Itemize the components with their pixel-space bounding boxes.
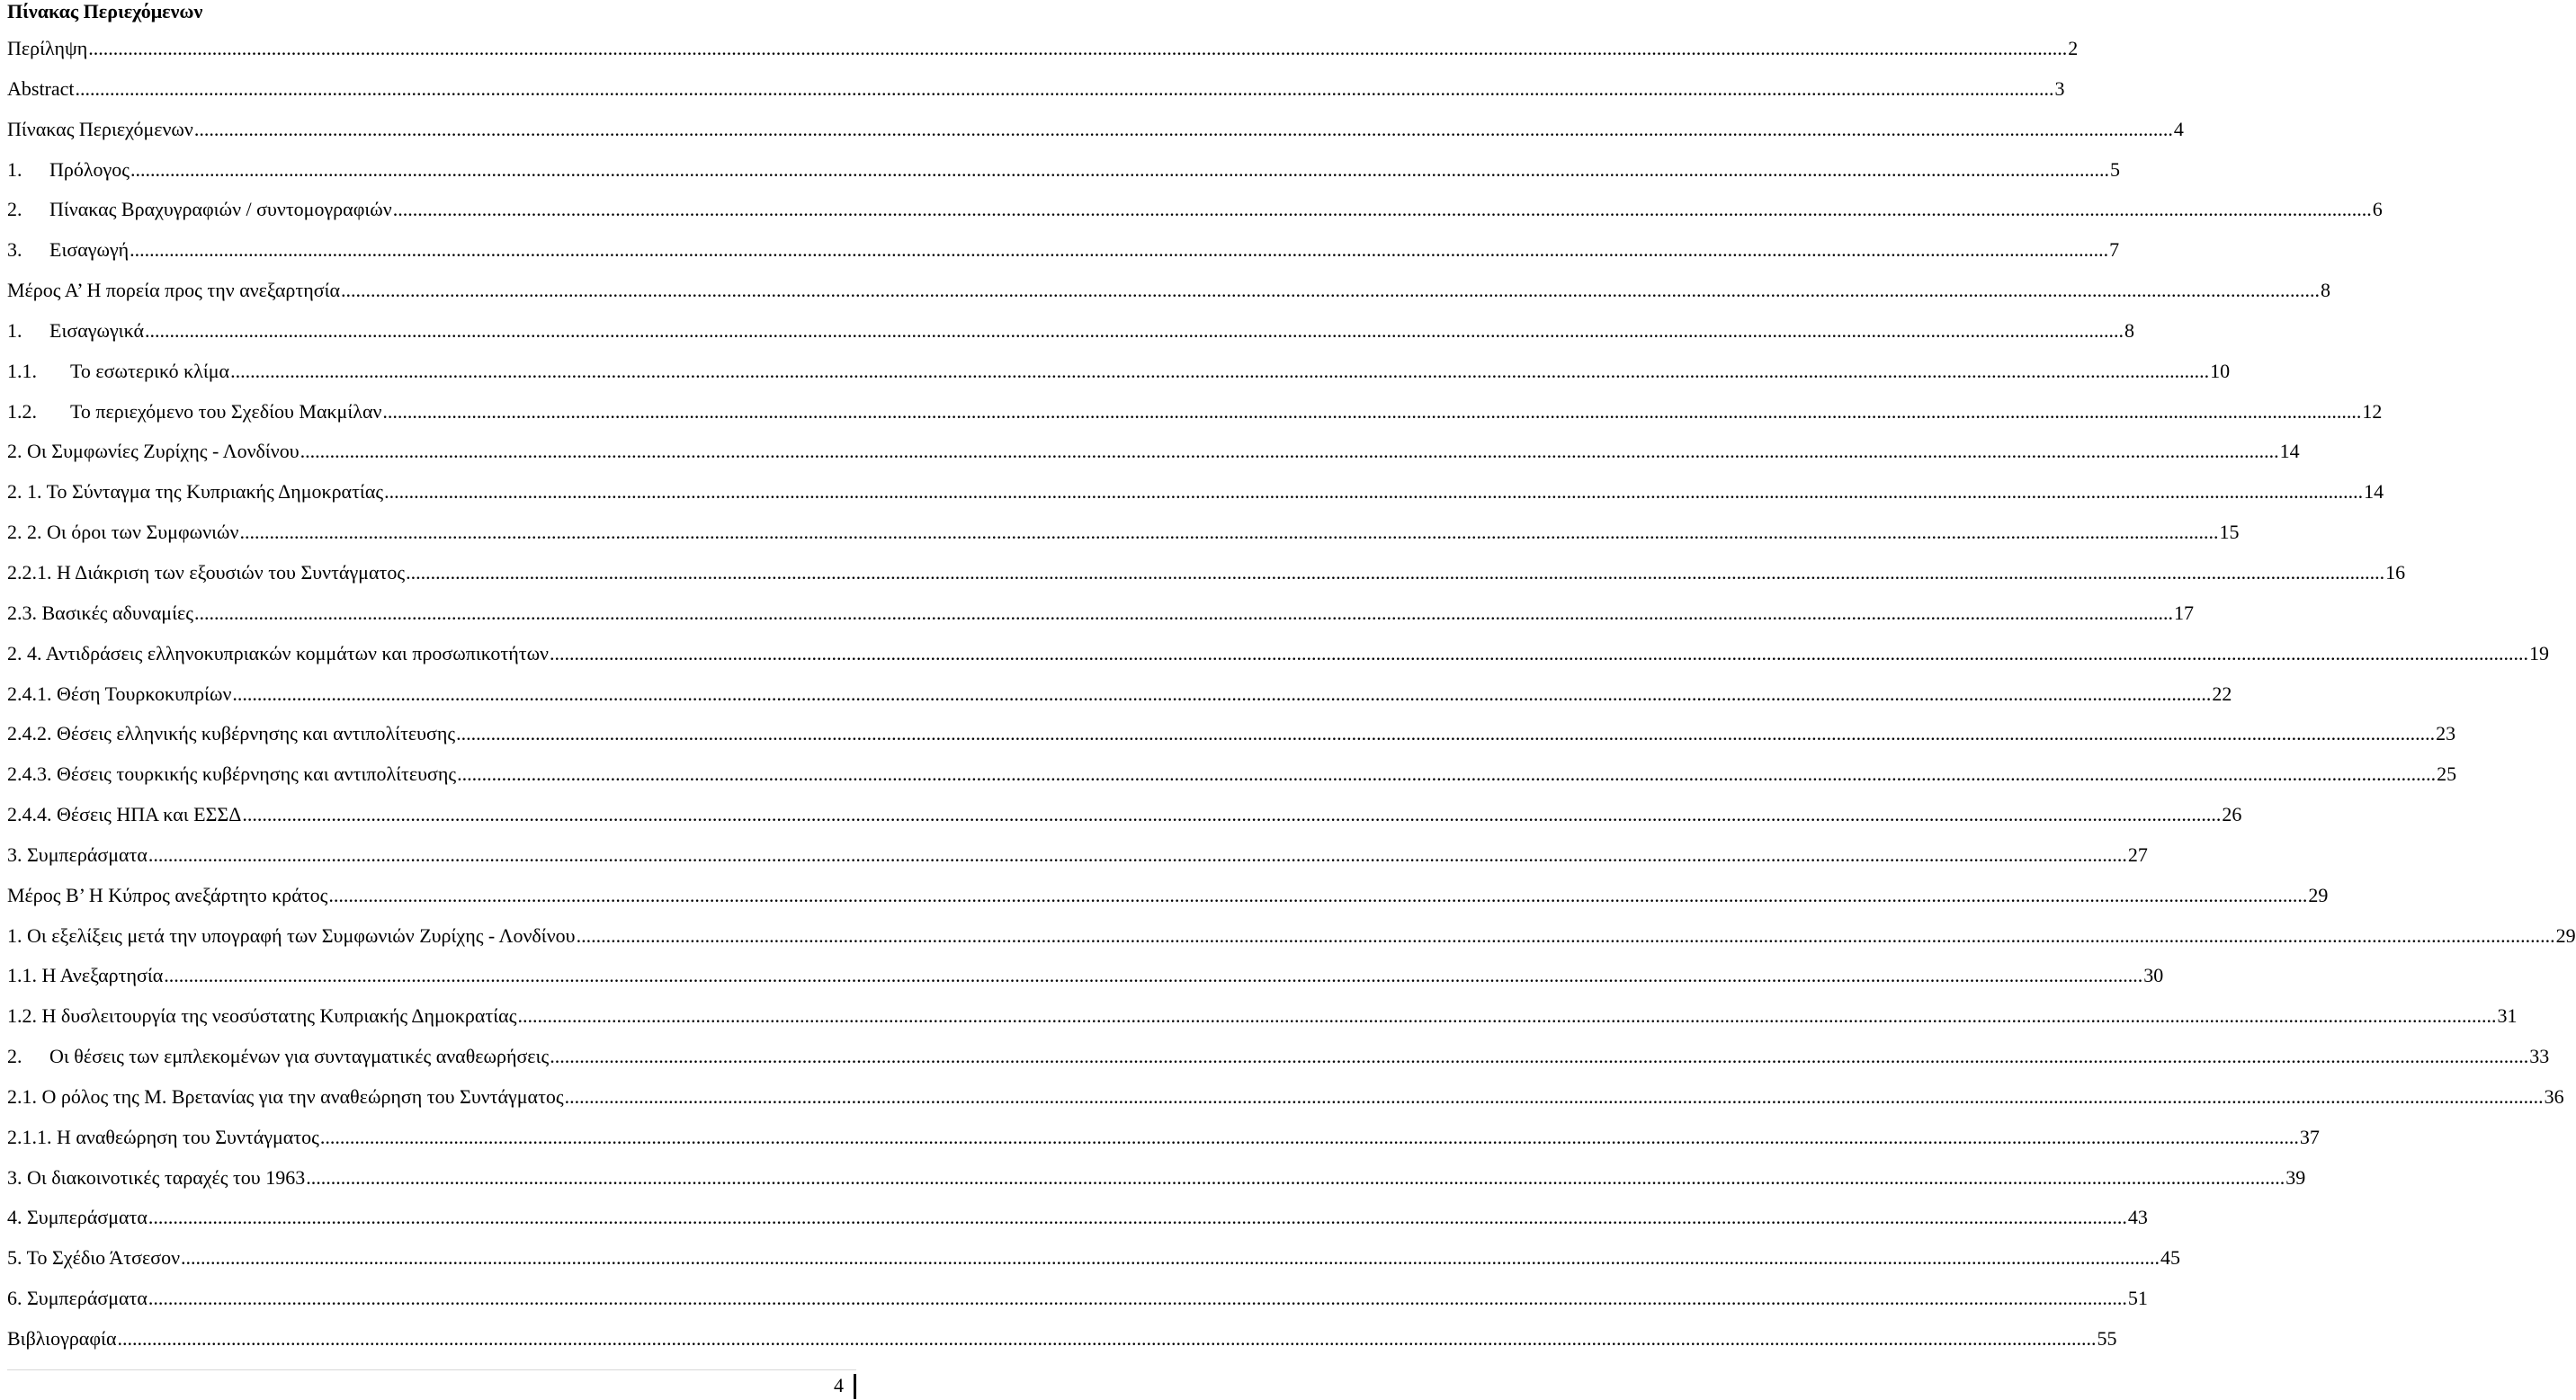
toc-entry-page: 31 bbox=[2497, 1004, 2518, 1028]
toc-entry-number: 1.1. bbox=[7, 359, 37, 382]
toc-entry[interactable] bbox=[7, 837, 2148, 878]
toc-entry-label: 2. 2. Οι όροι των Συμφωνιών bbox=[7, 521, 239, 544]
toc-entry[interactable] bbox=[7, 716, 2456, 756]
toc-entry-number: 2. bbox=[7, 198, 22, 221]
toc-entry-page: 3 bbox=[2054, 76, 2065, 100]
toc-entry-page: 27 bbox=[2127, 843, 2148, 866]
toc-entry-page: 39 bbox=[2285, 1165, 2306, 1189]
toc-entry[interactable] bbox=[7, 998, 2518, 1039]
toc-dot-leader: ................................................................................................................................................................................................................................................................................................................................................................................................................ bbox=[164, 964, 2143, 987]
toc-entry-label: 3. Συμπεράσματα bbox=[7, 843, 148, 866]
toc-dot-leader: ................................................................................................................................................................................................................................................................................................................................................................................................................ bbox=[319, 1125, 2299, 1148]
toc-entry-label: Εισαγωγικά bbox=[49, 318, 145, 342]
toc-entry-label: 2.2.1. Η Διάκριση των εξουσιών του Συντάγματος bbox=[7, 560, 406, 584]
toc-entry-label: 1.1. Η Ανεξαρτησία bbox=[7, 964, 164, 987]
toc-entry[interactable] bbox=[7, 31, 2079, 71]
toc-entry-label: 2.1. Ο ρόλος της Μ. Βρετανίας για την αναθεώρηση του Συντάγματος bbox=[7, 1084, 564, 1108]
toc-entry-label: Πίνακας Περιεχόμενων bbox=[7, 117, 193, 140]
toc-entry[interactable] bbox=[7, 1160, 2306, 1200]
toc-entry-page: 23 bbox=[2436, 722, 2456, 745]
toc-entry[interactable] bbox=[7, 152, 2120, 192]
toc-entry-number: 3. bbox=[7, 238, 22, 262]
toc-entry-page: 12 bbox=[2362, 399, 2383, 423]
toc-dot-leader: ................................................................................................................................................................................................................................................................................................................................................................................................................ bbox=[239, 521, 2219, 544]
toc-entry[interactable] bbox=[7, 1321, 2117, 1361]
toc-entry[interactable] bbox=[7, 272, 2331, 313]
toc-entry[interactable] bbox=[7, 232, 2120, 272]
toc-dot-leader: ................................................................................................................................................................................................................................................................................................................................................................................................................ bbox=[384, 480, 2364, 504]
toc-dot-leader: ................................................................................................................................................................................................................................................................................................................................................................................................................ bbox=[148, 1206, 2127, 1229]
toc-dot-leader: ................................................................................................................................................................................................................................................................................................................................................................................................................ bbox=[145, 318, 2124, 342]
toc-entry-page: 29 bbox=[2308, 883, 2329, 906]
toc-entry[interactable] bbox=[7, 313, 2135, 353]
toc-dot-leader: ................................................................................................................................................................................................................................................................................................................................................................................................................ bbox=[550, 641, 2529, 664]
toc-entry[interactable] bbox=[7, 1119, 2320, 1160]
toc-entry-label: 5. Το Σχέδιο Άτσεσον bbox=[7, 1246, 181, 1270]
toc-entry[interactable] bbox=[7, 394, 2383, 434]
toc-entry-number: 2. bbox=[7, 1045, 22, 1068]
toc-entry-number: 1.2. bbox=[7, 399, 37, 423]
toc-entry[interactable] bbox=[7, 636, 2550, 676]
toc-entry-page: 6 bbox=[2372, 198, 2383, 221]
toc-dot-leader: ................................................................................................................................................................................................................................................................................................................................................................................................................ bbox=[576, 923, 2555, 947]
toc-entry-label: 1.2. Η δυσλειτουργία της νεοσύστατης Κυπριακής Δημοκρατίας bbox=[7, 1004, 517, 1028]
toc-entry-page: 26 bbox=[2222, 803, 2242, 826]
toc-entry-label: Μέρος Β’ Η Κύπρος ανεξάρτητο κράτος bbox=[7, 883, 328, 906]
toc-entry-label: 2. 1. Το Σύνταγμα της Κυπριακής Δημοκρατίας bbox=[7, 480, 384, 504]
toc-entry[interactable] bbox=[7, 797, 2242, 837]
toc-entry-label: 2. Οι Συμφωνίες Ζυρίχης - Λονδίνου bbox=[7, 440, 300, 463]
toc-entry-page: 14 bbox=[2364, 480, 2384, 504]
toc-entry-label: 2.1.1. Η αναθεώρηση του Συντάγματος bbox=[7, 1125, 319, 1148]
toc-entry[interactable] bbox=[7, 1079, 2564, 1119]
toc-dot-leader: ................................................................................................................................................................................................................................................................................................................................................................................................................ bbox=[456, 722, 2436, 745]
toc-dot-leader: ................................................................................................................................................................................................................................................................................................................................................................................................................ bbox=[300, 440, 2279, 463]
toc-dot-leader: ................................................................................................................................................................................................................................................................................................................................................................................................................ bbox=[406, 560, 2385, 584]
toc-entry[interactable] bbox=[7, 1039, 2550, 1079]
toc-entry[interactable] bbox=[7, 474, 2384, 514]
toc-dot-leader: ................................................................................................................................................................................................................................................................................................................................................................................................................ bbox=[193, 117, 2173, 140]
toc-entry[interactable] bbox=[7, 595, 2194, 636]
toc-entry[interactable] bbox=[7, 958, 2164, 998]
toc-entry-page: 2 bbox=[2068, 37, 2079, 59]
toc-entry-page: 15 bbox=[2219, 521, 2240, 544]
toc-entry-label: Το εσωτερικό κλίμα bbox=[70, 359, 230, 382]
toc-entry-label: Το περιεχόμενο του Σχεδίου Μακμίλαν bbox=[70, 399, 382, 423]
toc-entry-label: Πρόλογος bbox=[49, 157, 130, 181]
toc-entry-page: 4 bbox=[2173, 117, 2184, 140]
toc-dot-leader: ................................................................................................................................................................................................................................................................................................................................................................................................................ bbox=[328, 883, 2308, 906]
toc-entry[interactable] bbox=[7, 676, 2232, 717]
toc-entry-label: Εισαγωγή bbox=[49, 238, 130, 262]
toc-dot-leader: ................................................................................................................................................................................................................................................................................................................................................................................................................ bbox=[130, 157, 2109, 181]
page-number-bar bbox=[854, 1374, 856, 1399]
toc-dot-leader: ................................................................................................................................................................................................................................................................................................................................................................................................................ bbox=[117, 1327, 2097, 1350]
toc-entry-page: 43 bbox=[2127, 1206, 2148, 1229]
toc-dot-leader: ................................................................................................................................................................................................................................................................................................................................................................................................................ bbox=[232, 682, 2212, 705]
toc-entry-label: 2.4.1. Θέση Τουρκοκυπρίων bbox=[7, 682, 232, 705]
toc-entry-page: 8 bbox=[2321, 279, 2331, 302]
toc-entry-page: 8 bbox=[2124, 318, 2135, 342]
toc-entry-label: 1. Οι εξελίξεις μετά την υπογραφή των Συμφωνιών Ζυρίχης - Λονδίνου bbox=[7, 923, 576, 947]
toc-entry-label: 2.4.3. Θέσεις τουρκικής κυβέρνησης και αντιπολίτευσης bbox=[7, 762, 457, 786]
toc-dot-leader: ................................................................................................................................................................................................................................................................................................................................................................................................................ bbox=[341, 279, 2321, 302]
toc-entry-page: 37 bbox=[2299, 1125, 2320, 1148]
toc-dot-leader: ................................................................................................................................................................................................................................................................................................................................................................................................................ bbox=[193, 601, 2173, 624]
toc-entry-label: Οι θέσεις των εμπλεκομένων για συνταγματικές αναθεωρήσεις bbox=[49, 1045, 550, 1068]
toc-dot-leader: ................................................................................................................................................................................................................................................................................................................................................................................................................ bbox=[75, 76, 2054, 100]
toc-dot-leader: ................................................................................................................................................................................................................................................................................................................................................................................................................ bbox=[130, 238, 2109, 262]
toc-entry-page: 33 bbox=[2529, 1045, 2550, 1068]
toc-dot-leader: ................................................................................................................................................................................................................................................................................................................................................................................................................ bbox=[382, 399, 2362, 423]
toc-dot-leader: ................................................................................................................................................................................................................................................................................................................................................................................................................ bbox=[148, 1287, 2127, 1310]
toc-dot-leader: ................................................................................................................................................................................................................................................................................................................................................................................................................ bbox=[88, 37, 2068, 59]
toc-entry-page: 25 bbox=[2437, 762, 2457, 786]
toc-list bbox=[7, 31, 2576, 1361]
toc-dot-leader: ................................................................................................................................................................................................................................................................................................................................................................................................................ bbox=[306, 1165, 2285, 1189]
toc-entry-page: 10 bbox=[2210, 359, 2231, 382]
toc-entry[interactable] bbox=[7, 514, 2240, 555]
toc-entry-page: 7 bbox=[2109, 238, 2120, 262]
toc-entry-page: 36 bbox=[2544, 1084, 2564, 1108]
toc-entry[interactable] bbox=[7, 1199, 2148, 1240]
toc-entry[interactable] bbox=[7, 878, 2329, 918]
toc-entry-page: 51 bbox=[2127, 1287, 2148, 1310]
toc-entry-label: Πίνακας Βραχυγραφιών / συντομογραφιών bbox=[49, 198, 392, 221]
toc-dot-leader: ................................................................................................................................................................................................................................................................................................................................................................................................................ bbox=[564, 1084, 2544, 1108]
toc-entry-page: 14 bbox=[2279, 440, 2300, 463]
toc-dot-leader: ................................................................................................................................................................................................................................................................................................................................................................................................................ bbox=[148, 843, 2127, 866]
toc-entry-page: 5 bbox=[2109, 157, 2120, 181]
toc-entry-number: 1. bbox=[7, 318, 22, 342]
toc-entry[interactable] bbox=[7, 756, 2457, 797]
toc-entry[interactable] bbox=[7, 111, 2184, 152]
toc-entry-label: Περίληψη bbox=[7, 37, 88, 59]
toc-dot-leader: ................................................................................................................................................................................................................................................................................................................................................................................................................ bbox=[550, 1045, 2529, 1068]
toc-entry-page: 29 bbox=[2555, 923, 2576, 947]
toc-entry-label: 4. Συμπεράσματα bbox=[7, 1206, 148, 1229]
toc-title: Πίνακας Περιεχόμενων bbox=[7, 0, 203, 22]
toc-dot-leader: ................................................................................................................................................................................................................................................................................................................................................................................................................ bbox=[181, 1246, 2160, 1270]
toc-entry-page: 30 bbox=[2143, 964, 2164, 987]
toc-entry-label: 2.3. Βασικές αδυναμίες bbox=[7, 601, 193, 624]
toc-entry-label: 2. 4. Αντιδράσεις ελληνοκυπριακών κομμάτων και προσωπικοτήτων bbox=[7, 641, 550, 664]
toc-entry[interactable] bbox=[7, 71, 2065, 111]
toc-entry-page: 16 bbox=[2385, 560, 2406, 584]
toc-entry-page: 45 bbox=[2160, 1246, 2181, 1270]
toc-entry-label: 6. Συμπεράσματα bbox=[7, 1287, 148, 1310]
toc-entry-page: 55 bbox=[2097, 1327, 2117, 1350]
toc-entry-page: 19 bbox=[2529, 641, 2550, 664]
toc-dot-leader: ................................................................................................................................................................................................................................................................................................................................................................................................................ bbox=[242, 803, 2222, 826]
toc-entry[interactable] bbox=[7, 555, 2406, 595]
toc-dot-leader: ................................................................................................................................................................................................................................................................................................................................................................................................................ bbox=[517, 1004, 2497, 1028]
toc-entry-label: 2.4.2. Θέσεις ελληνικής κυβέρνησης και αντιπολίτευσης bbox=[7, 722, 456, 745]
page-number: 4 bbox=[834, 1374, 844, 1396]
toc-entry[interactable] bbox=[7, 353, 2231, 394]
toc-entry[interactable] bbox=[7, 1240, 2181, 1280]
toc-entry[interactable] bbox=[7, 433, 2300, 474]
toc-entry-label: Βιβλιογραφία bbox=[7, 1327, 117, 1350]
toc-entry-label: 3. Οι διακοινοτικές ταραχές του 1963 bbox=[7, 1165, 306, 1189]
toc-entry-page: 22 bbox=[2212, 682, 2232, 705]
toc-dot-leader: ................................................................................................................................................................................................................................................................................................................................................................................................................ bbox=[230, 359, 2210, 382]
toc-dot-leader: ................................................................................................................................................................................................................................................................................................................................................................................................................ bbox=[457, 762, 2437, 786]
toc-entry[interactable] bbox=[7, 1280, 2148, 1321]
toc-entry-page: 17 bbox=[2173, 601, 2194, 624]
toc-entry-label: Abstract bbox=[7, 76, 75, 100]
toc-entry[interactable] bbox=[7, 192, 2383, 232]
toc-entry-label: Μέρος Α’ Η πορεία προς την ανεξαρτησία bbox=[7, 279, 341, 302]
toc-entry-label: 2.4.4. Θέσεις ΗΠΑ και ΕΣΣΔ bbox=[7, 803, 242, 826]
toc-entry-number: 1. bbox=[7, 157, 22, 181]
footer-rule bbox=[7, 1369, 856, 1370]
toc-dot-leader: ................................................................................................................................................................................................................................................................................................................................................................................................................ bbox=[392, 198, 2372, 221]
toc-entry[interactable] bbox=[7, 918, 2576, 959]
